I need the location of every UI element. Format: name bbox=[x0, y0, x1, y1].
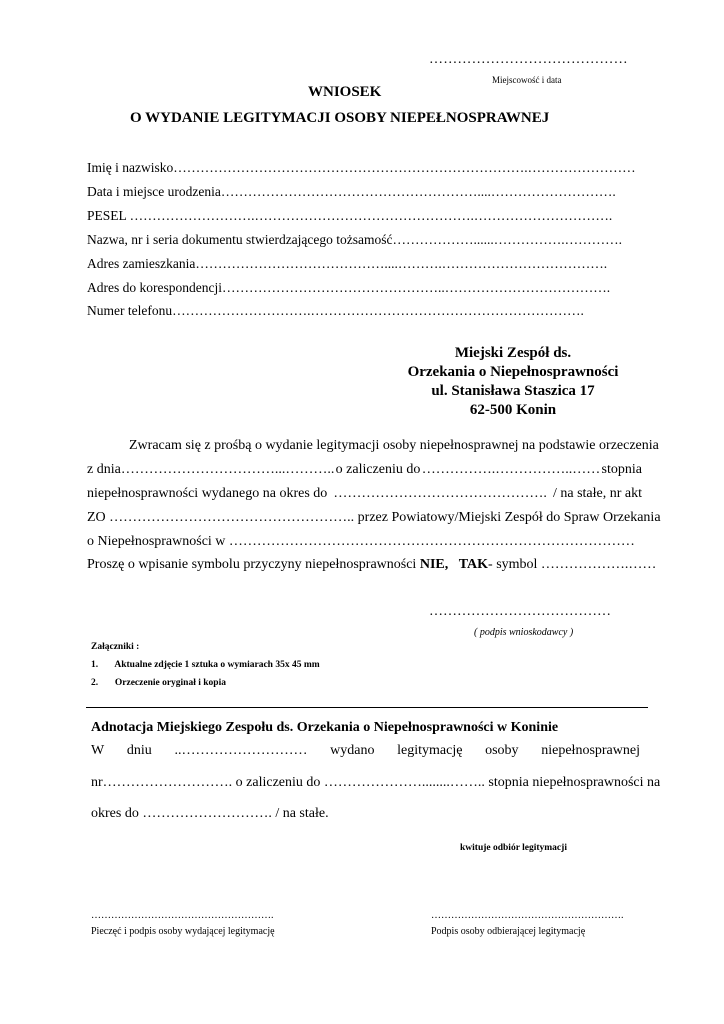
attachment-item bbox=[91, 678, 226, 688]
request-line-1: Zwracam się z prośbą o wydanie legitymacji osoby niepełnosprawnej na podstawie orzeczenia bbox=[129, 438, 659, 453]
annotation-word: dniu bbox=[126, 743, 152, 758]
request-text: / na stałe, nr akt bbox=[552, 486, 642, 501]
request-line-4: ZO …………………………………………….. przez Powiatowy/Miejski Zespół do Spraw Orzekania bbox=[87, 510, 661, 525]
field-correspondence-address: Adres do korespondencji…………………………………………..………………………………. bbox=[87, 280, 611, 295]
option-nie: NIE, bbox=[419, 557, 449, 572]
request-degree-dots: …………….……………..…… bbox=[421, 462, 601, 477]
annotation-word: wydano bbox=[330, 743, 375, 758]
request-line-2 bbox=[87, 462, 642, 478]
field-name: Imię i nazwisko…………………………………………………………………….…………………… bbox=[87, 160, 636, 175]
annotation-date-dots: ..……………………… bbox=[174, 743, 308, 758]
attachment-number: 2. bbox=[91, 678, 99, 688]
field-pesel: PESEL ……………………….………………………………………….…………………………. bbox=[87, 208, 613, 223]
option-tak: TAK bbox=[458, 557, 489, 572]
annotation-word: niepełnosprawnej bbox=[541, 743, 640, 758]
field-address: Adres zamieszkania……………………………………....……….………………………………. bbox=[87, 256, 608, 271]
annotation-word: W bbox=[91, 743, 105, 758]
applicant-signature-line: ………………………………… bbox=[429, 604, 611, 619]
recipient-signature-label: Podpis osoby odbierającej legitymację bbox=[431, 926, 586, 937]
annotation-line-3: okres do ………………………. / na stałe. bbox=[91, 806, 329, 821]
recipient-signature-line: …………………………………………………. bbox=[431, 910, 624, 921]
place-date-label: Miejscowość i data bbox=[492, 75, 562, 85]
field-phone: Numer telefonu………………………….……………………………………………………. bbox=[87, 303, 584, 318]
attachment-text: Aktualne zdjęcie 1 sztuka o wymiarach 35x 45 mm bbox=[114, 660, 320, 670]
field-id-document: Nazwa, nr i seria dokumentu stwierdzającego tożsamość………………......…………….…………. bbox=[87, 232, 623, 247]
request-text: niepełnosprawności wydanego na okres do bbox=[87, 486, 328, 501]
receipt-label: kwituje odbiór legitymacji bbox=[460, 843, 567, 853]
field-birth: Data i miejsce urodzenia…………………………………………………....………………………. bbox=[87, 184, 616, 199]
annotation-line-2: nr………………………. o zaliczeniu do …………………........…….. stopnia niepełnosprawności na bbox=[91, 775, 661, 790]
attachment-item bbox=[91, 660, 320, 670]
form-subtitle: O WYDANIE LEGITYMACJI OSOBY NIEPEŁNOSPRAWNEJ bbox=[130, 110, 550, 126]
request-text: stopnia bbox=[601, 462, 642, 477]
attachment-number: 1. bbox=[91, 660, 99, 670]
recipient-line: Orzekania o Niepełnosprawności bbox=[407, 364, 619, 380]
recipient-block bbox=[400, 344, 626, 420]
recipient-line: ul. Stanisława Staszica 17 bbox=[431, 383, 595, 399]
annotation-heading: Adnotacja Miejskiego Zespołu ds. Orzekania o Niepełnosprawności w Koninie bbox=[91, 720, 559, 735]
attachment-text: Orzeczenie oryginał i kopia bbox=[114, 678, 226, 688]
applicant-signature-label: ( podpis wnioskodawcy ) bbox=[474, 627, 574, 638]
request-line-5: o Niepełnosprawności w …………………………………………………………………………… bbox=[87, 534, 635, 549]
request-line-3 bbox=[87, 486, 642, 502]
annotation-word: osoby bbox=[485, 743, 519, 758]
request-text: o zaliczeniu do bbox=[335, 462, 421, 477]
recipient-line: Miejski Zespół ds. bbox=[454, 345, 572, 361]
annotation-word: legitymację bbox=[397, 743, 463, 758]
issuer-signature-line: ………………………………………………. bbox=[91, 910, 274, 921]
issuer-signature-label: Pieczęć i podpis osoby wydającej legitymację bbox=[91, 926, 275, 937]
attachments-heading: Załączniki : bbox=[91, 642, 140, 652]
recipient-line: 62-500 Konin bbox=[469, 402, 557, 418]
request-text: Proszę o wpisanie symbolu przyczyny niepełnosprawności bbox=[87, 557, 420, 572]
form-title: WNIOSEK bbox=[308, 84, 382, 100]
place-date-dotted-line: …………………………………… bbox=[429, 52, 628, 67]
annotation-line-1 bbox=[91, 743, 640, 759]
request-period-dots: ………………………………………. bbox=[333, 486, 547, 501]
section-divider bbox=[86, 707, 648, 708]
request-date: z dnia……………………………...……….. bbox=[87, 462, 335, 477]
request-symbol: - symbol ……………….…… bbox=[488, 557, 657, 572]
request-line-6 bbox=[87, 557, 657, 573]
